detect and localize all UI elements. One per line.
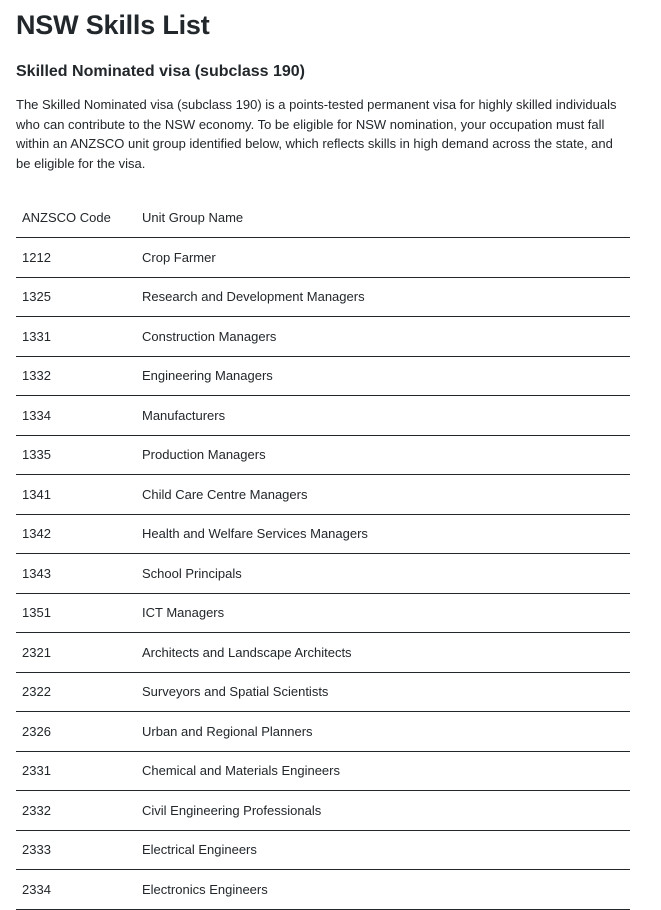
table-row — [16, 830, 630, 870]
table-row — [16, 554, 630, 594]
anzsco-code-cell: 1212 — [16, 238, 136, 278]
table-row — [16, 475, 630, 515]
table-row — [16, 791, 630, 831]
table-body — [16, 238, 630, 910]
page-title: NSW Skills List — [16, 10, 210, 40]
table-row — [16, 238, 630, 278]
skills-table — [16, 197, 630, 910]
anzsco-code-cell: 1332 — [16, 356, 136, 396]
unit-group-name-cell: Architects and Landscape Architects — [136, 633, 630, 673]
anzsco-code-cell: 2332 — [16, 791, 136, 831]
table-row — [16, 633, 630, 673]
unit-group-name-cell: ICT Managers — [136, 593, 630, 633]
unit-group-name-cell: Research and Development Managers — [136, 277, 630, 317]
anzsco-code-cell: 1351 — [16, 593, 136, 633]
anzsco-code-cell: 2334 — [16, 870, 136, 910]
column-header-code: ANZSCO Code — [16, 197, 136, 238]
unit-group-name-cell: Electrical Engineers — [136, 830, 630, 870]
unit-group-name-cell: Construction Managers — [136, 317, 630, 357]
anzsco-code-cell: 1335 — [16, 435, 136, 475]
unit-group-name-cell: Manufacturers — [136, 396, 630, 436]
table-row — [16, 435, 630, 475]
unit-group-name-cell: Civil Engineering Professionals — [136, 791, 630, 831]
table-row — [16, 396, 630, 436]
table-row — [16, 751, 630, 791]
anzsco-code-cell: 1342 — [16, 514, 136, 554]
visa-subtitle: Skilled Nominated visa (subclass 190) — [16, 63, 306, 80]
anzsco-code-cell: 1334 — [16, 396, 136, 436]
unit-group-name-cell: Surveyors and Spatial Scientists — [136, 672, 630, 712]
anzsco-code-cell: 1331 — [16, 317, 136, 357]
table-row — [16, 317, 630, 357]
table-row — [16, 356, 630, 396]
unit-group-name-cell: Urban and Regional Planners — [136, 712, 630, 752]
anzsco-code-cell: 1341 — [16, 475, 136, 515]
unit-group-name-cell: Child Care Centre Managers — [136, 475, 630, 515]
unit-group-name-cell: School Principals — [136, 554, 630, 594]
table-row — [16, 870, 630, 910]
anzsco-code-cell: 1343 — [16, 554, 136, 594]
table-row — [16, 672, 630, 712]
column-header-name: Unit Group Name — [136, 197, 630, 238]
table-row — [16, 514, 630, 554]
table-row — [16, 277, 630, 317]
unit-group-name-cell: Electronics Engineers — [136, 870, 630, 910]
anzsco-code-cell: 2326 — [16, 712, 136, 752]
unit-group-name-cell: Production Managers — [136, 435, 630, 475]
anzsco-code-cell: 1325 — [16, 277, 136, 317]
anzsco-code-cell: 2322 — [16, 672, 136, 712]
table-row — [16, 712, 630, 752]
unit-group-name-cell: Engineering Managers — [136, 356, 630, 396]
table-header-row — [16, 197, 630, 238]
unit-group-name-cell: Crop Farmer — [136, 238, 630, 278]
unit-group-name-cell: Chemical and Materials Engineers — [136, 751, 630, 791]
table-row — [16, 593, 630, 633]
anzsco-code-cell: 2321 — [16, 633, 136, 673]
intro-paragraph: The Skilled Nominated visa (subclass 190) is a points-tested permanent visa for highly skilled individuals who can contribute to the NSW economy. To be eligible for NSW nomination, your occupation must fall within an ANZSCO unit group identified below, which reflects skills in high demand across the state, and be eligible for the visa. — [16, 97, 617, 171]
table-header — [16, 197, 630, 238]
anzsco-code-cell: 2331 — [16, 751, 136, 791]
anzsco-code-cell: 2333 — [16, 830, 136, 870]
unit-group-name-cell: Health and Welfare Services Managers — [136, 514, 630, 554]
